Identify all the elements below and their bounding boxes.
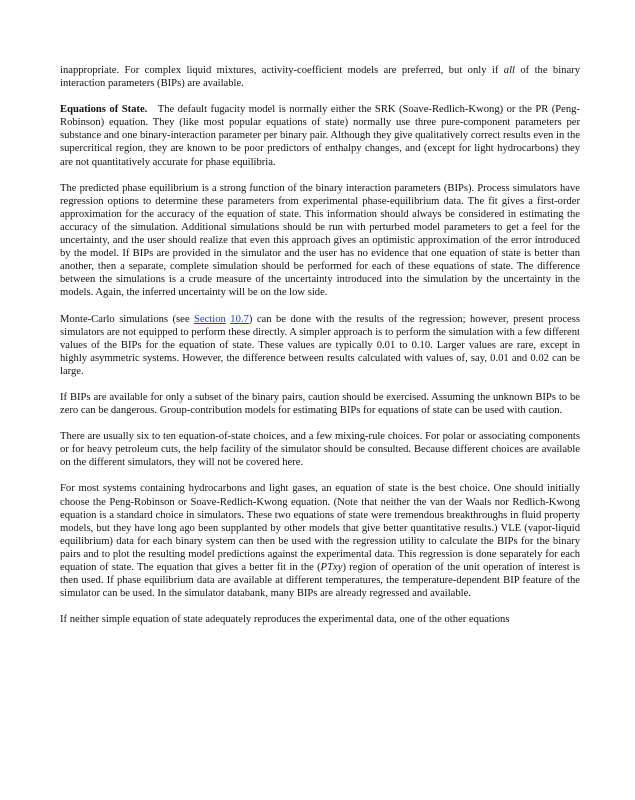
emphasis-text: all (503, 65, 515, 76)
paragraph-text: ) region of operation of the unit operation of interest is then used. If phase equilibrium data are available at different temperatures, the temperature-dependent BIP feature of the simulator can be used. In the simulator databank, many BIPs are already regressed and available. (60, 562, 580, 600)
paragraph-equations-of-state (60, 103, 580, 168)
paragraph-choices: There are usually six to ten equation-of-state choices, and a few mixing-rule choices. For polar or associating components or for heavy petroleum cuts, the help facility of the simulator should be consulted. Because different choices are available on the different simulators, they will not be covered here. (60, 431, 580, 469)
emphasis-text: PTxy (320, 562, 343, 573)
document-page (60, 64, 580, 639)
paragraph-text: The default fugacity model is normally either the SRK (Soave-Redlich-Kwong) or the PR (Peng-Robinson) equation. They (like most popular equations of state) normally use three pure-component parameters per substance and one binary-interaction parameter per binary pair. Although they give qualitatively correct results even in the supercritical region, they are known to be poor predictors of enthalpy changes, and (except for light hydrocarbons) they are not quantitatively accurate for phase equilibria. (60, 104, 580, 168)
paragraph-intro (60, 64, 580, 90)
paragraph-continued: If neither simple equation of state adequately reproduces the experimental data, one of the other equations (60, 614, 510, 626)
paragraph-text: inappropriate. For complex liquid mixtures, activity-coefficient models are preferred, but only if (60, 65, 504, 76)
paragraph-text: Monte-Carlo simulations (see (60, 313, 195, 325)
section-link[interactable]: Section (194, 313, 226, 325)
section-number-link[interactable]: 10.7 (230, 313, 249, 325)
paragraph-text: For most systems containing hydrocarbons and light gases, an equation of state is the best choice. One should initially choose the Peng-Robinson or Soave-Redlich-Kwong equation. (Note that neither the van der Waals nor Redlich-Kwong equation is a standard choice in simulators. These two equations of state were tremendous breakthroughs in fluid property models, but they have long ago been supplanted by other models that give better quantitative results.) VLE (vapor-liquid equilibrium) data for each binary system can then be used with the regression utility to calculate the BIPs for the binary pairs and to plot the resulting model predictions against the experimental data. This regression is done separately for each equation of state. The equation that gives a better fit in the ( (60, 483, 580, 573)
paragraph-hydrocarbons (60, 482, 580, 600)
paragraph-bips: The predicted phase equilibrium is a strong function of the binary interaction parameters (BIPs). Process simulators have regression options to determine these parameters from experimental phase-equilibrium data. The fit gives a first-order approximation for the accuracy of the equation of state. This information should always be considered in estimating the accuracy of the simulation. Additional simulations should be run with perturbed model parameters to get a feel for the uncertainty, and the user should realize that even this approach gives an optimistic approximation of the error introduced by the model. If BIPs are provided in the simulator and the user has no evidence that one equation of state is better than another, then a separate, complete simulation should be performed for each of these equations of state. The difference between the simulations is a crude measure of the uncertainty introduced into the simulation by the uncertainty in the models. Again, the inferred uncertainty will be on the low side. (60, 182, 580, 299)
paragraph-text: of the binary interaction parameters (BIPs) are available. (60, 65, 580, 90)
paragraph-monte-carlo (60, 313, 580, 378)
section-heading: Equations of State. (60, 104, 148, 116)
paragraph-subset-caution: If BIPs are available for only a subset of the binary pairs, caution should be exercised. Assuming the unknown BIPs to be zero can be dangerous. Group-contribution models for estimating BIPs for equations of state can be used with caution. (60, 391, 580, 417)
paragraph-text: ) can be done with the results of the regression; however, present process simulators are not equipped to perform these directly. A simpler approach is to perform the simulation with a few different values of the BIPs for the equation of state. These values are typically 0.01 to 0.10. Larger values are rare, except in highly asymmetric systems. However, the difference between results calculated with values of, say, 0.01 and 0.02 can be large. (60, 313, 580, 377)
